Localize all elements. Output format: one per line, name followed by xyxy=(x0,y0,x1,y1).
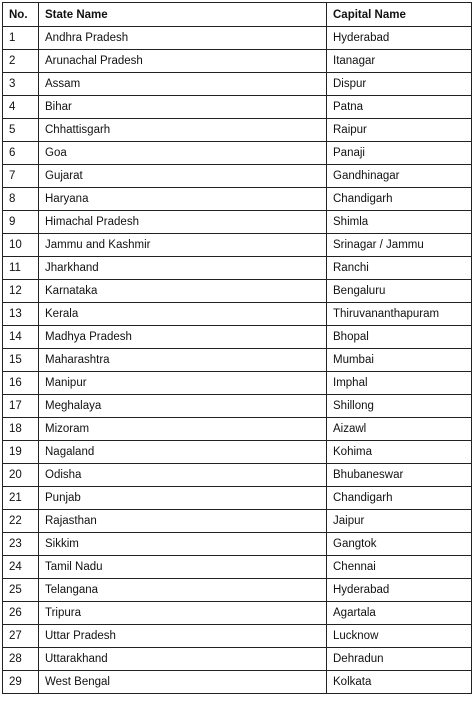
table-row xyxy=(3,326,472,349)
cell-no: 5 xyxy=(3,119,39,142)
cell-capital-name: Srinagar / Jammu xyxy=(327,234,472,257)
cell-state-name: Andhra Pradesh xyxy=(39,27,327,50)
table-row xyxy=(3,579,472,602)
cell-state-name: Kerala xyxy=(39,303,327,326)
table-row xyxy=(3,464,472,487)
table-row xyxy=(3,441,472,464)
cell-state-name: Punjab xyxy=(39,487,327,510)
cell-capital-name: Hyderabad xyxy=(327,579,472,602)
cell-capital-name: Gandhinagar xyxy=(327,165,472,188)
table-header-row xyxy=(3,3,472,27)
table-row xyxy=(3,395,472,418)
cell-capital-name: Dispur xyxy=(327,73,472,96)
cell-no: 15 xyxy=(3,349,39,372)
cell-no: 18 xyxy=(3,418,39,441)
cell-state-name: Rajasthan xyxy=(39,510,327,533)
cell-state-name: West Bengal xyxy=(39,671,327,694)
cell-no: 6 xyxy=(3,142,39,165)
cell-capital-name: Ranchi xyxy=(327,257,472,280)
cell-capital-name: Bhubaneswar xyxy=(327,464,472,487)
cell-capital-name: Patna xyxy=(327,96,472,119)
cell-no: 8 xyxy=(3,188,39,211)
cell-state-name: Sikkim xyxy=(39,533,327,556)
cell-state-name: Odisha xyxy=(39,464,327,487)
cell-capital-name: Chandigarh xyxy=(327,487,472,510)
cell-no: 12 xyxy=(3,280,39,303)
cell-capital-name: Hyderabad xyxy=(327,27,472,50)
cell-state-name: Bihar xyxy=(39,96,327,119)
cell-no: 10 xyxy=(3,234,39,257)
cell-capital-name: Bhopal xyxy=(327,326,472,349)
cell-capital-name: Shillong xyxy=(327,395,472,418)
cell-no: 27 xyxy=(3,625,39,648)
cell-no: 23 xyxy=(3,533,39,556)
table-row xyxy=(3,27,472,50)
table-row xyxy=(3,280,472,303)
cell-state-name: Maharashtra xyxy=(39,349,327,372)
cell-capital-name: Kolkata xyxy=(327,671,472,694)
table-row xyxy=(3,487,472,510)
table-row xyxy=(3,625,472,648)
cell-state-name: Himachal Pradesh xyxy=(39,211,327,234)
cell-state-name: Arunachal Pradesh xyxy=(39,50,327,73)
cell-state-name: Tripura xyxy=(39,602,327,625)
cell-capital-name: Thiruvananthapuram xyxy=(327,303,472,326)
cell-state-name: Karnataka xyxy=(39,280,327,303)
cell-state-name: Madhya Pradesh xyxy=(39,326,327,349)
cell-no: 25 xyxy=(3,579,39,602)
table-row xyxy=(3,648,472,671)
cell-no: 19 xyxy=(3,441,39,464)
table-row xyxy=(3,556,472,579)
cell-capital-name: Chennai xyxy=(327,556,472,579)
cell-no: 2 xyxy=(3,50,39,73)
cell-capital-name: Mumbai xyxy=(327,349,472,372)
cell-capital-name: Gangtok xyxy=(327,533,472,556)
table-row xyxy=(3,50,472,73)
cell-no: 9 xyxy=(3,211,39,234)
table-row xyxy=(3,257,472,280)
cell-no: 28 xyxy=(3,648,39,671)
cell-state-name: Telangana xyxy=(39,579,327,602)
cell-capital-name: Lucknow xyxy=(327,625,472,648)
cell-no: 17 xyxy=(3,395,39,418)
states-capitals-table xyxy=(2,2,472,694)
cell-no: 29 xyxy=(3,671,39,694)
cell-state-name: Meghalaya xyxy=(39,395,327,418)
table-row xyxy=(3,96,472,119)
cell-state-name: Haryana xyxy=(39,188,327,211)
cell-capital-name: Aizawl xyxy=(327,418,472,441)
table-row xyxy=(3,510,472,533)
cell-no: 3 xyxy=(3,73,39,96)
cell-capital-name: Agartala xyxy=(327,602,472,625)
cell-capital-name: Dehradun xyxy=(327,648,472,671)
table-row xyxy=(3,142,472,165)
cell-no: 21 xyxy=(3,487,39,510)
table-row xyxy=(3,211,472,234)
table-row xyxy=(3,188,472,211)
cell-state-name: Assam xyxy=(39,73,327,96)
table-row xyxy=(3,234,472,257)
table-row xyxy=(3,602,472,625)
table-row xyxy=(3,165,472,188)
cell-no: 26 xyxy=(3,602,39,625)
cell-capital-name: Chandigarh xyxy=(327,188,472,211)
cell-no: 13 xyxy=(3,303,39,326)
cell-state-name: Goa xyxy=(39,142,327,165)
table-row xyxy=(3,303,472,326)
cell-capital-name: Kohima xyxy=(327,441,472,464)
header-state-name: State Name xyxy=(39,3,327,27)
cell-no: 7 xyxy=(3,165,39,188)
table-row xyxy=(3,119,472,142)
cell-no: 11 xyxy=(3,257,39,280)
cell-state-name: Uttarakhand xyxy=(39,648,327,671)
table-row xyxy=(3,349,472,372)
table-row xyxy=(3,418,472,441)
cell-state-name: Tamil Nadu xyxy=(39,556,327,579)
cell-capital-name: Jaipur xyxy=(327,510,472,533)
cell-state-name: Jharkhand xyxy=(39,257,327,280)
table-row xyxy=(3,671,472,694)
cell-no: 24 xyxy=(3,556,39,579)
cell-state-name: Uttar Pradesh xyxy=(39,625,327,648)
header-capital-name: Capital Name xyxy=(327,3,472,27)
table-row xyxy=(3,73,472,96)
cell-state-name: Jammu and Kashmir xyxy=(39,234,327,257)
cell-no: 14 xyxy=(3,326,39,349)
cell-no: 16 xyxy=(3,372,39,395)
cell-capital-name: Bengaluru xyxy=(327,280,472,303)
cell-state-name: Mizoram xyxy=(39,418,327,441)
cell-no: 22 xyxy=(3,510,39,533)
cell-capital-name: Imphal xyxy=(327,372,472,395)
table-row xyxy=(3,533,472,556)
cell-no: 4 xyxy=(3,96,39,119)
cell-state-name: Gujarat xyxy=(39,165,327,188)
cell-capital-name: Itanagar xyxy=(327,50,472,73)
cell-no: 20 xyxy=(3,464,39,487)
header-no: No. xyxy=(3,3,39,27)
table-body xyxy=(3,27,472,694)
table-row xyxy=(3,372,472,395)
cell-capital-name: Shimla xyxy=(327,211,472,234)
cell-capital-name: Panaji xyxy=(327,142,472,165)
cell-state-name: Chhattisgarh xyxy=(39,119,327,142)
cell-no: 1 xyxy=(3,27,39,50)
cell-state-name: Nagaland xyxy=(39,441,327,464)
cell-capital-name: Raipur xyxy=(327,119,472,142)
cell-state-name: Manipur xyxy=(39,372,327,395)
